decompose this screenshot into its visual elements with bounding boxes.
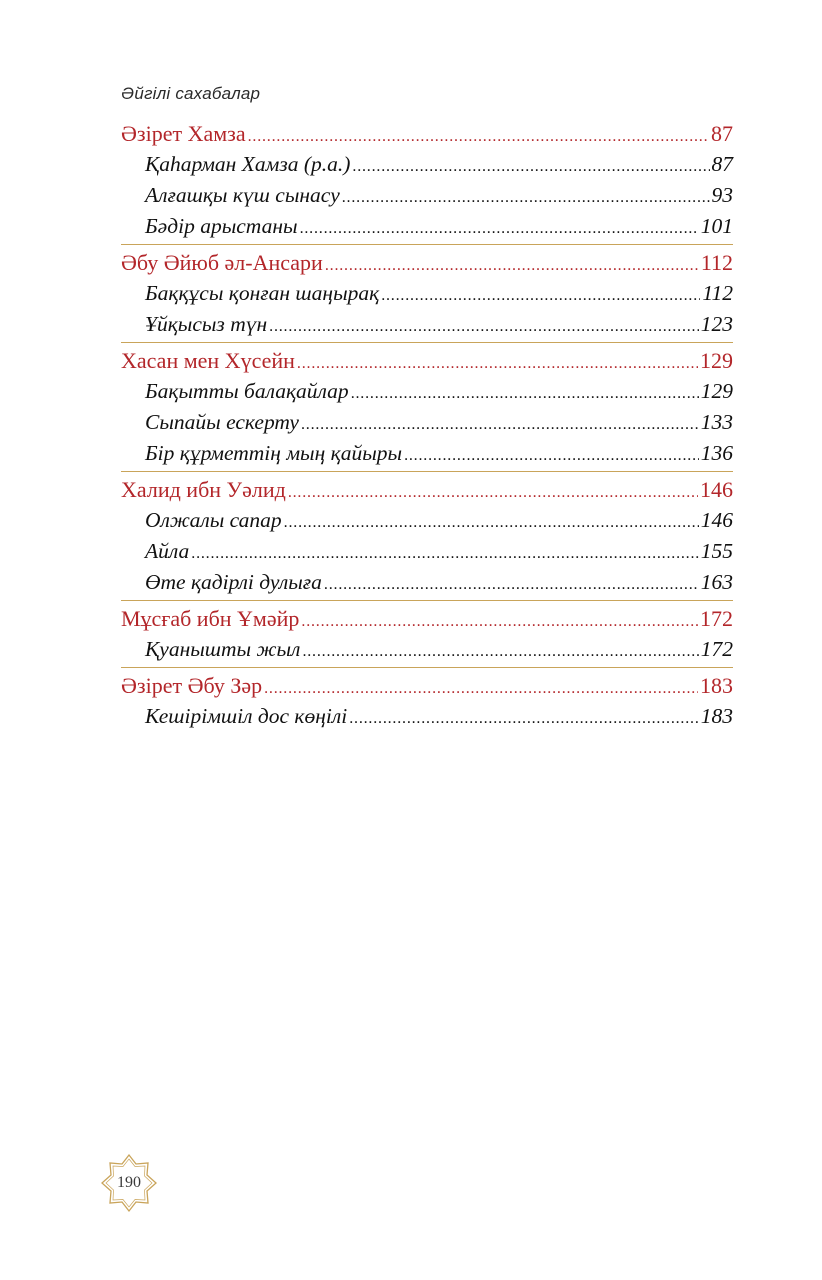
section-title: Өте қадірлі дулыға	[145, 570, 322, 594]
toc-chapter-heading[interactable]	[121, 474, 733, 505]
running-header: Әйгілі сахабалар	[121, 84, 261, 103]
section-title: Алғашқы күш сынасу	[145, 183, 340, 207]
chapter-page-number: 129	[700, 348, 733, 373]
toc-section-entry[interactable]	[121, 376, 733, 407]
toc-section-entry[interactable]	[121, 634, 733, 665]
page-number: 190	[117, 1174, 141, 1191]
dot-leader	[288, 474, 698, 508]
dot-leader	[381, 278, 700, 311]
toc-chapter-heading[interactable]	[121, 670, 733, 701]
toc-section-entry[interactable]	[121, 278, 733, 309]
dot-leader	[351, 376, 699, 409]
section-title: Бір құрметтің мың қайыры	[145, 441, 403, 465]
dot-leader	[300, 211, 699, 244]
dot-leader	[264, 670, 698, 704]
toc-section-entry[interactable]	[121, 567, 733, 598]
toc-section-entry[interactable]	[121, 211, 733, 242]
toc-chapter	[121, 471, 733, 598]
chapter-title: Әзірет Әбу Зәр	[121, 673, 263, 698]
section-title: Бәдір арыстаны	[145, 214, 298, 238]
toc-chapter-heading[interactable]	[121, 345, 733, 376]
section-page-number: 136	[700, 441, 733, 465]
dot-leader	[324, 567, 699, 600]
section-page-number: 172	[700, 637, 733, 661]
dot-leader	[284, 505, 699, 538]
section-page-number: 87	[711, 152, 733, 176]
section-title: Ұйқысыз түн	[145, 312, 268, 336]
section-title: Баққұсы қонған шаңырақ	[145, 281, 380, 305]
section-page-number: 93	[711, 183, 733, 207]
section-page-number: 183	[700, 704, 733, 728]
section-page-number: 155	[700, 539, 733, 563]
dot-leader	[342, 180, 710, 213]
toc-chapter	[121, 342, 733, 469]
toc-section-entry[interactable]	[121, 505, 733, 536]
dot-leader	[269, 309, 699, 342]
toc-section-entry[interactable]	[121, 180, 733, 211]
dot-leader	[325, 247, 699, 281]
chapter-title: Әбу Әйюб әл-Ансари	[121, 250, 323, 275]
section-page-number: 163	[700, 570, 733, 594]
toc-chapter-heading[interactable]	[121, 603, 733, 634]
dot-leader	[248, 118, 709, 152]
dot-leader	[191, 536, 698, 569]
section-title: Сыпайы ескерту	[145, 410, 299, 434]
dot-leader	[297, 345, 698, 379]
toc-section-entry[interactable]	[121, 701, 733, 732]
section-page-number: 129	[700, 379, 733, 403]
toc-chapter	[121, 244, 733, 340]
chapter-page-number: 146	[700, 477, 733, 502]
dot-leader	[352, 149, 709, 182]
toc-chapter-heading[interactable]	[121, 247, 733, 278]
section-page-number: 146	[700, 508, 733, 532]
section-title: Кешірімшіл дос көңілі	[145, 704, 348, 728]
section-page-number: 133	[700, 410, 733, 434]
dot-leader	[301, 603, 698, 637]
chapter-title: Халид ибн Уәлид	[121, 477, 286, 502]
chapter-page-number: 112	[700, 250, 733, 275]
toc-chapter	[121, 600, 733, 665]
toc-section-entry[interactable]	[121, 438, 733, 469]
section-title: Бақытты балақайлар	[145, 379, 349, 403]
chapter-title: Әзірет Хамза	[121, 121, 246, 146]
toc-section-entry[interactable]	[121, 149, 733, 180]
chapter-page-number: 87	[711, 121, 733, 146]
section-title: Олжалы сапар	[145, 508, 282, 532]
dot-leader	[349, 701, 699, 734]
section-page-number: 123	[700, 312, 733, 336]
section-page-number: 112	[702, 281, 733, 305]
section-title: Айла	[145, 539, 190, 563]
toc-chapter	[121, 667, 733, 732]
toc-section-entry[interactable]	[121, 309, 733, 340]
section-title: Қаһарман Хамза (р.а.)	[145, 152, 351, 176]
page-number-badge	[98, 1152, 160, 1214]
dot-leader	[302, 634, 698, 667]
toc-chapter-heading[interactable]	[121, 118, 733, 149]
toc-section-entry[interactable]	[121, 407, 733, 438]
table-of-contents	[121, 118, 733, 732]
dot-leader	[301, 407, 699, 440]
section-title: Қуанышты жыл	[145, 637, 301, 661]
toc-chapter	[121, 118, 733, 242]
section-page-number: 101	[700, 214, 733, 238]
chapter-page-number: 172	[700, 606, 733, 631]
toc-section-entry[interactable]	[121, 536, 733, 567]
chapter-page-number: 183	[700, 673, 733, 698]
chapter-title: Хасан мен Хүсейн	[121, 348, 295, 373]
chapter-title: Мұсғаб ибн Ұмәйр	[121, 606, 300, 631]
dot-leader	[404, 438, 699, 471]
